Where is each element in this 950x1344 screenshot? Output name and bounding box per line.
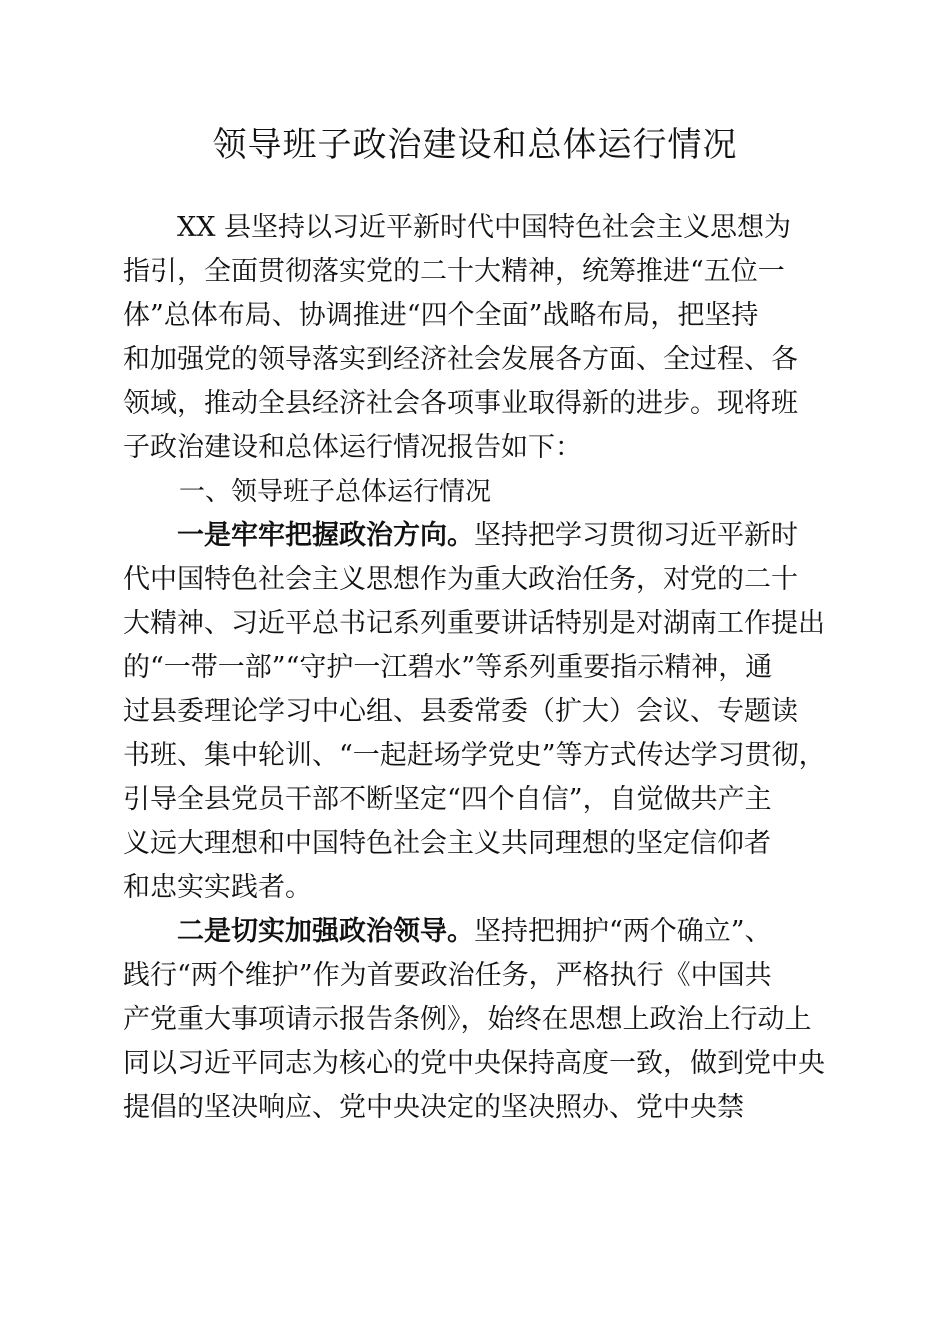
para2-lead: 二是切实加强政治领导。 — [177, 916, 474, 947]
intro-line: 和加强党的领导落实到经济社会发展各方面、全过程、各 — [123, 344, 798, 375]
intro-line: XX 县坚持以习近平新时代中国特色社会主义思想为 — [177, 212, 792, 243]
para1-line: 的“一带一部”“守护一江碧水”等系列重要指示精神，通 — [123, 652, 773, 683]
intro-line: 体”总体布局、协调推进“四个全面”战略布局，把坚持 — [123, 300, 759, 331]
para2-line: 产党重大事项请示报告条例》，始终在思想上政治上行动上 — [123, 1004, 812, 1035]
para1-line: 代中国特色社会主义思想作为重大政治任务，对党的二十 — [123, 564, 798, 595]
para1-line: 义远大理想和中国特色社会主义共同理想的坚定信仰者 — [123, 828, 771, 859]
para1-line: 和忠实实践者。 — [123, 872, 312, 903]
document-body — [123, 206, 835, 1130]
intro-line: 指引，全面贯彻落实党的二十大精神，统筹推进“五位一 — [123, 256, 785, 287]
para1-first-line — [123, 514, 835, 558]
para1-line: 过县委理论学习中心组、县委常委（扩大）会议、专题读 — [123, 696, 798, 727]
para1-line: 书班、集中轮训、“一起赶场学党史”等方式传达学习贯彻， — [123, 740, 826, 771]
intro-line: 子政治建设和总体运行情况报告如下： — [123, 432, 582, 463]
document-title: 领导班子政治建设和总体运行情况 — [212, 125, 738, 165]
para2-first-rest: 坚持把拥护“两个确立”、 — [474, 916, 772, 947]
para2-line: 同以习近平同志为核心的党中央保持高度一致，做到党中央 — [123, 1048, 825, 1079]
para2-first-line — [123, 910, 835, 954]
para2-line: 提倡的坚决响应、党中央决定的坚决照办、党中央禁 — [123, 1092, 744, 1123]
intro-line: 领域，推动全县经济社会各项事业取得新的进步。现将班 — [123, 388, 798, 419]
para1-lead: 一是牢牢把握政治方向。 — [177, 520, 474, 551]
para1-line: 大精神、习近平总书记系列重要讲话特别是对湖南工作提出 — [123, 608, 825, 639]
para1-line: 引导全县党员干部不断坚定“四个自信”，自觉做共产主 — [123, 784, 772, 815]
section-heading: 一、领导班子总体运行情况 — [179, 477, 492, 507]
para2-line: 践行“两个维护”作为首要政治任务，严格执行《中国共 — [123, 960, 772, 991]
para1-first-rest: 坚持把学习贯彻习近平新时 — [474, 520, 798, 551]
